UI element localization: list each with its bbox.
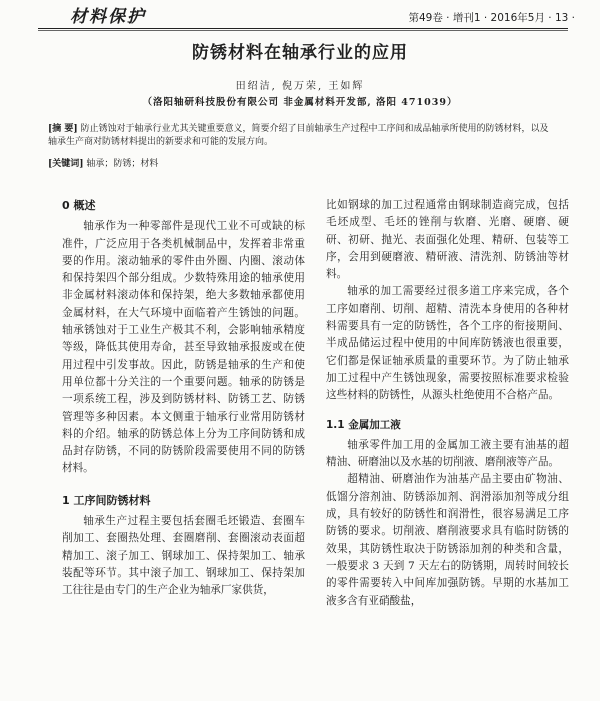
paragraph: 超精油、研磨油作为油基产品主要由矿物油、低馏分溶剂油、防锈添加剂、润滑添加剂等成分组成，具有较好的防锈性和润滑性，很容易满足工序防锈的要求。切削液、磨削液要求具有临时防锈的效果，其防锈性取决于防锈添加剂的种类和含量，一般要求 3 天到 7 天左右的防锈期，周转时间较长的零件需要转入中间库加强防锈。早期的水基加工液多含有亚硝酸盐， <box>326 473 569 607</box>
section-1-heading: 1 工序间防锈材料 <box>62 493 151 507</box>
keywords <box>48 156 556 169</box>
subsection-1-1-heading: 1.1 金属加工液 <box>326 418 401 431</box>
issue-info: 第49卷 · 增刊1 · 2016年5月 · 13 · <box>408 12 575 24</box>
keywords-label: [关键词] <box>48 159 84 169</box>
article-affiliation: （洛阳轴研科技股份有限公司 非金属材料开发部, 洛阳 471039） <box>142 97 458 108</box>
paragraph: 轴承生产过程主要包括套圈毛坯锻造、套圈车削加工、套圈热处理、套圈磨削、套圈滚动表面超精加工、滚子加工、钢球加工、保持架加工、轴承装配等环节。其中滚子加工、钢球加工、保持架加工往往是由专门的生产企业为轴承厂家供货， <box>62 515 305 597</box>
paragraph: 比如钢球的加工过程通常由钢球制造商完成，包括毛坯成型、毛坯的锉削与软磨、光磨、硬磨、硬研、初研、抛光、表面强化处理、精研、包装等工序，会用到硬磨液、精研液、清洗剂、防锈油等材料。 <box>326 199 569 281</box>
abstract-text: 防止锈蚀对于轴承行业尤其关键重要意义，简要介绍了目前轴承生产过程中工序间和成品轴承所使用的防锈材料，以及轴承生产商对防锈材料提出的新要求和可能的发展方向。 <box>48 124 549 147</box>
paragraph: 轴承的加工需要经过很多道工序来完成，各个工序如磨削、切削、超精、清洗本身使用的各种材料需要具有一定的防锈性，各个工序的衔接期间、半成品储运过程中使用的中间库防锈液也很重要，它们都是保证轴承质量的重要环节。为了防止轴承加工过程中产生锈蚀现象，需要按照标准要求检验这些材料的防锈性，从源头杜绝使用不合格产品。 <box>326 285 569 402</box>
paragraph: 轴承作为一种零部件是现代工业不可或缺的标准件，广泛应用于各类机械制品中，发挥着非常重要的作用。滚动轴承的零件由外圈、内圈、滚动体和保持架四个部分组成。少数特殊用途的轴承使用非金属材料滚动体和保持架，绝大多数轴承都使用金属材料，在大气环境中面临着产生锈蚀的问题。轴承锈蚀对于工业生产极其不利，会影响轴承精度等级，降低其使用寿命，甚至导致轴承报废或在使用过程中引发事故。因此，防锈是轴承的生产和使用单位都十分关注的一个重要问题。轴承的防锈是一项系统工程，涉及到防锈材料、防锈工艺、防锈管理等多种因素。本文侧重于轴承行业常用防锈材料的介绍。轴承的防锈总体上分为工序间防锈和成品封存防锈，不同的防锈阶段需要使用不同的防锈材料。 <box>62 220 305 475</box>
keywords-text: 轴承；防锈；材料 <box>86 159 159 169</box>
header-rule-thin <box>38 30 568 31</box>
article-authors: 田绍洁, 倪万荣, 王如辉 <box>235 81 365 92</box>
section-0-heading: 0 概述 <box>62 199 96 212</box>
right-column <box>326 197 569 610</box>
journal-name: 材料保护 <box>70 7 146 27</box>
left-column <box>62 197 305 600</box>
article-title: 防锈材料在轴承行业的应用 <box>192 43 408 63</box>
header-rule <box>38 28 568 29</box>
paragraph: 轴承零件加工用的金属加工液主要有油基的超精油、研磨油以及水基的切削液、磨削液等产品。 <box>326 438 569 469</box>
abstract <box>48 123 556 149</box>
abstract-label: [摘 要] <box>48 124 78 134</box>
